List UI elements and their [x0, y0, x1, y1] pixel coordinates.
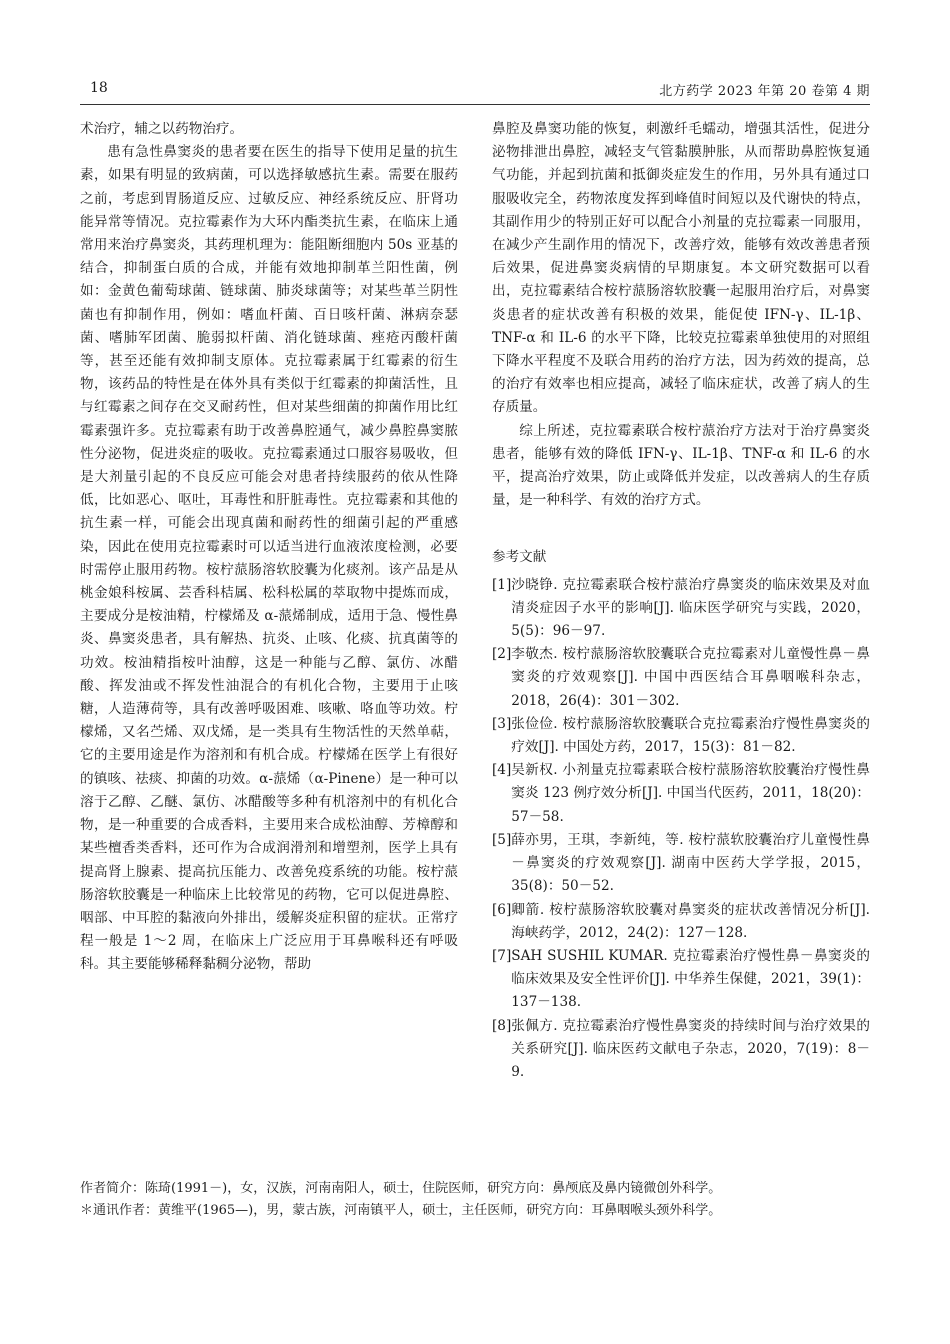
reference-number: [5]: [492, 831, 512, 848]
page-number: 18: [90, 80, 108, 96]
reference-text: 李敬杰. 桉柠蒎肠溶软胶囊联合克拉霉素对儿童慢性鼻－鼻窦炎的疗效观察[J]. 中国中西医结合耳鼻咽喉科杂志，2018，26(4)：301－302.: [511, 646, 870, 709]
journal-title: 北方药学 2023 年第 20 卷第 4 期: [659, 84, 870, 99]
reference-number: [8]: [492, 1017, 512, 1034]
reference-text: 吴新权. 小剂量克拉霉素联合桉柠蒎肠溶软胶囊治疗慢性鼻窦炎 123 例疗效分析[J]. 中国当代医药，2011，18(20)：57－58.: [511, 762, 870, 825]
footnotes: [80, 1178, 870, 1222]
reference-item: [492, 574, 870, 644]
paragraph: 患有急性鼻窦炎的患者要在医生的指导下使用足量的抗生素，如果有明显的致病菌，可以选择敏感抗生素。需要在服药之前，考虑到胃肠道反应、过敏反应、神经系统反应、肝肾功能异常等情况。克拉霉素作为大环内酯类抗生素，在临床上通常用来治疗鼻窦炎，其药理机理为：能阻断细胞内 50s 亚基的结合，抑制蛋白质的合成，并能有效地抑制革兰阳性菌，例如：金黄色葡萄球菌、链球菌、肺炎球菌等；对某些革兰阴性菌也有抑制作用，例如：嗜血杆菌、百日咳杆菌、淋病奈瑟菌、嗜肺军团菌、脆弱拟杆菌、消化链球菌、痤疮丙酸杆菌等，甚至还能有效抑制支原体。克拉霉素属于红霉素的衍生物，该药品的特性是在体外具有类似于红霉素的抑菌活性，且与红霉素之间存在交叉耐药性，但对某些细菌的抑菌作用比红霉素强许多。克拉霉素有助于改善鼻腔通气，减少鼻腔鼻窦脓性分泌物，促进炎症的吸收。克拉霉素通过口服容易吸收，但是大剂量引起的不良反应可能会对患者持续服药的依从性降低，比如恶心、呕吐，耳毒性和肝脏毒性。克拉霉素和其他的抗生素一样，可能会出现真菌和耐药性的细菌引起的严重感染，因此在使用克拉霉素时可以适当进行血液浓度检测，必要时需停止服用药物。桉柠蒎肠溶软胶囊为化痰剂。该产品是从桃金娘科桉属、芸香科桔属、松科松属的萃取物中提炼而成，主要成分是桉油精，柠檬烯及 α-蒎烯制成，适用于急、慢性鼻炎、鼻窦炎患者，具有解热、抗炎、止咳、化痰、抗真菌等的功效。桉油精指桉叶油醇，这是一种能与乙醇、氯仿、冰醋酸、挥发油或不挥发性油混合的有机化合物，主要用于止咳糖，人造薄荷等，具有改善呼吸困难、咳嗽、咯血等功效。柠檬烯，又名苎烯、双戊烯，是一类具有生物活性的天然单萜，它的主要用途是作为溶剂和有机合成。柠檬烯在医学上有很好的镇咳、祛痰、抑菌的功效。α-蒎烯（α-Pinene）是一种可以溶于乙醇、乙醚、氯仿、冰醋酸等多种有机溶剂中的有机化合物，是一种重要的合成香料，主要用来合成松油醇、芳樟醇和某些檀香类香料，还可作为合成润滑剂和增塑剂，医学上具有提高肾上腺素、提高抗压能力、改善免疫系统的功能。桉柠蒎肠溶软胶囊是一种临床上比较常见的药物，它可以促进鼻腔、咽部、中耳腔的黏液向外排出，缓解炎症积留的症状。正常疗程一般是 1～2 周，在临床上广泛应用于耳鼻喉科还有呼吸科。其主要能够稀释黏稠分泌物，帮助: [80, 144, 458, 973]
reference-text: 薛亦男，王琪，李新纯，等. 桉柠蒎软胶囊治疗儿童慢性鼻－鼻窦炎的疗效观察[J]. 湖南中医药大学学报，2015，35(8)：50－52.: [511, 831, 870, 895]
paragraph: 术治疗，辅之以药物治疗。: [80, 121, 244, 137]
reference-item: [492, 945, 870, 1015]
reference-item: [492, 713, 870, 759]
reference-item: [492, 759, 870, 829]
paragraph: 综上所述，克拉霉素联合桉柠蒎治疗方法对于治疗鼻窦炎患者，能够有效的降低 IFN-γ、IL-1β、TNF-α 和 IL-6 的水平，提高治疗效果，防止或降低并发症，以改善病人的生存质量，是一种科学、有效的治疗方式。: [492, 422, 870, 509]
reference-number: [3]: [492, 715, 512, 732]
reference-number: [6]: [492, 901, 512, 918]
reference-text: 沙晓铮. 克拉霉素联合桉柠蒎治疗鼻窦炎的临床效果及对血清炎症因子水平的影响[J]. 临床医学研究与实践，2020，5(5)：96－97.: [511, 576, 870, 640]
paragraph: 鼻腔及鼻窦功能的恢复，刺激纤毛蠕动，增强其活性，促进分泌物排泄出鼻腔，减轻支气管黏膜肿胀，从而帮助鼻腔恢复通气功能，并起到抗菌和抵御炎症发生的作用，另外具有通过口服吸收完全，药物浓度发挥到峰值时间短以及代谢快的特点，其副作用少的特别正好可以配合小剂量的克拉霉素一同服用，在减少产生副作用的情况下，改善疗效，能够有效改善患者预后效果，促进鼻窦炎病情的早期康复。本文研究数据可以看出，克拉霉素结合桉柠蒎肠溶软胶囊一起服用治疗后，对鼻窦炎患者的症状改善有积极的效果，能促使 IFN-γ、IL-1β、TNF-α 和 IL-6 的水平下降，比较克拉霉素单独使用的对照组下降水平程度不及联合用药的治疗方法，因为药效的提高，总的治疗有效率也相应提高，减轻了临床症状，改善了病人的生存质量。: [492, 121, 870, 416]
reference-text: 张俭俭. 桉柠蒎肠溶软胶囊联合克拉霉素治疗慢性鼻窦炎的疗效[J]. 中国处方药，2017，15(3)：81－82.: [511, 715, 870, 756]
reference-item: [492, 1015, 870, 1085]
reference-item: [492, 643, 870, 713]
reference-text: SAH SUSHIL KUMAR. 克拉霉素治疗慢性鼻－鼻窦炎的临床效果及安全性评价[J]. 中华养生保健，2021，39(1)：137－138.: [511, 947, 870, 1011]
reference-number: [4]: [492, 762, 512, 779]
references-heading: 参考文献: [492, 549, 547, 566]
left-column: [80, 118, 458, 977]
corresponding-author-note: ＊通讯作者：黄维平(1965—)，男，蒙古族，河南镇平人，硕士，主任医师，研究方向：耳鼻咽喉头颈外科学。: [80, 1203, 722, 1218]
reference-number: [2]: [492, 646, 512, 663]
reference-item: [492, 829, 870, 899]
reference-item: [492, 899, 870, 945]
reference-number: [7]: [492, 947, 512, 964]
reference-list: [492, 574, 870, 1084]
right-column: [492, 118, 870, 1084]
running-header: [80, 80, 870, 105]
reference-text: 卿箭. 桉柠蒎肠溶软胶囊对鼻窦炎的症状改善情况分析[J]. 海峡药学，2012，24(2)：127－128.: [511, 901, 870, 941]
reference-text: 张佩方. 克拉霉素治疗慢性鼻窦炎的持续时间与治疗效果的关系研究[J]. 临床医药文献电子杂志，2020，7(19)：8－9.: [511, 1017, 870, 1080]
reference-number: [1]: [492, 576, 512, 593]
author-note: 作者简介：陈琦(1991－)，女，汉族，河南南阳人，硕士，住院医师，研究方向：鼻颅底及鼻内镜微创外科学。: [80, 1181, 722, 1196]
